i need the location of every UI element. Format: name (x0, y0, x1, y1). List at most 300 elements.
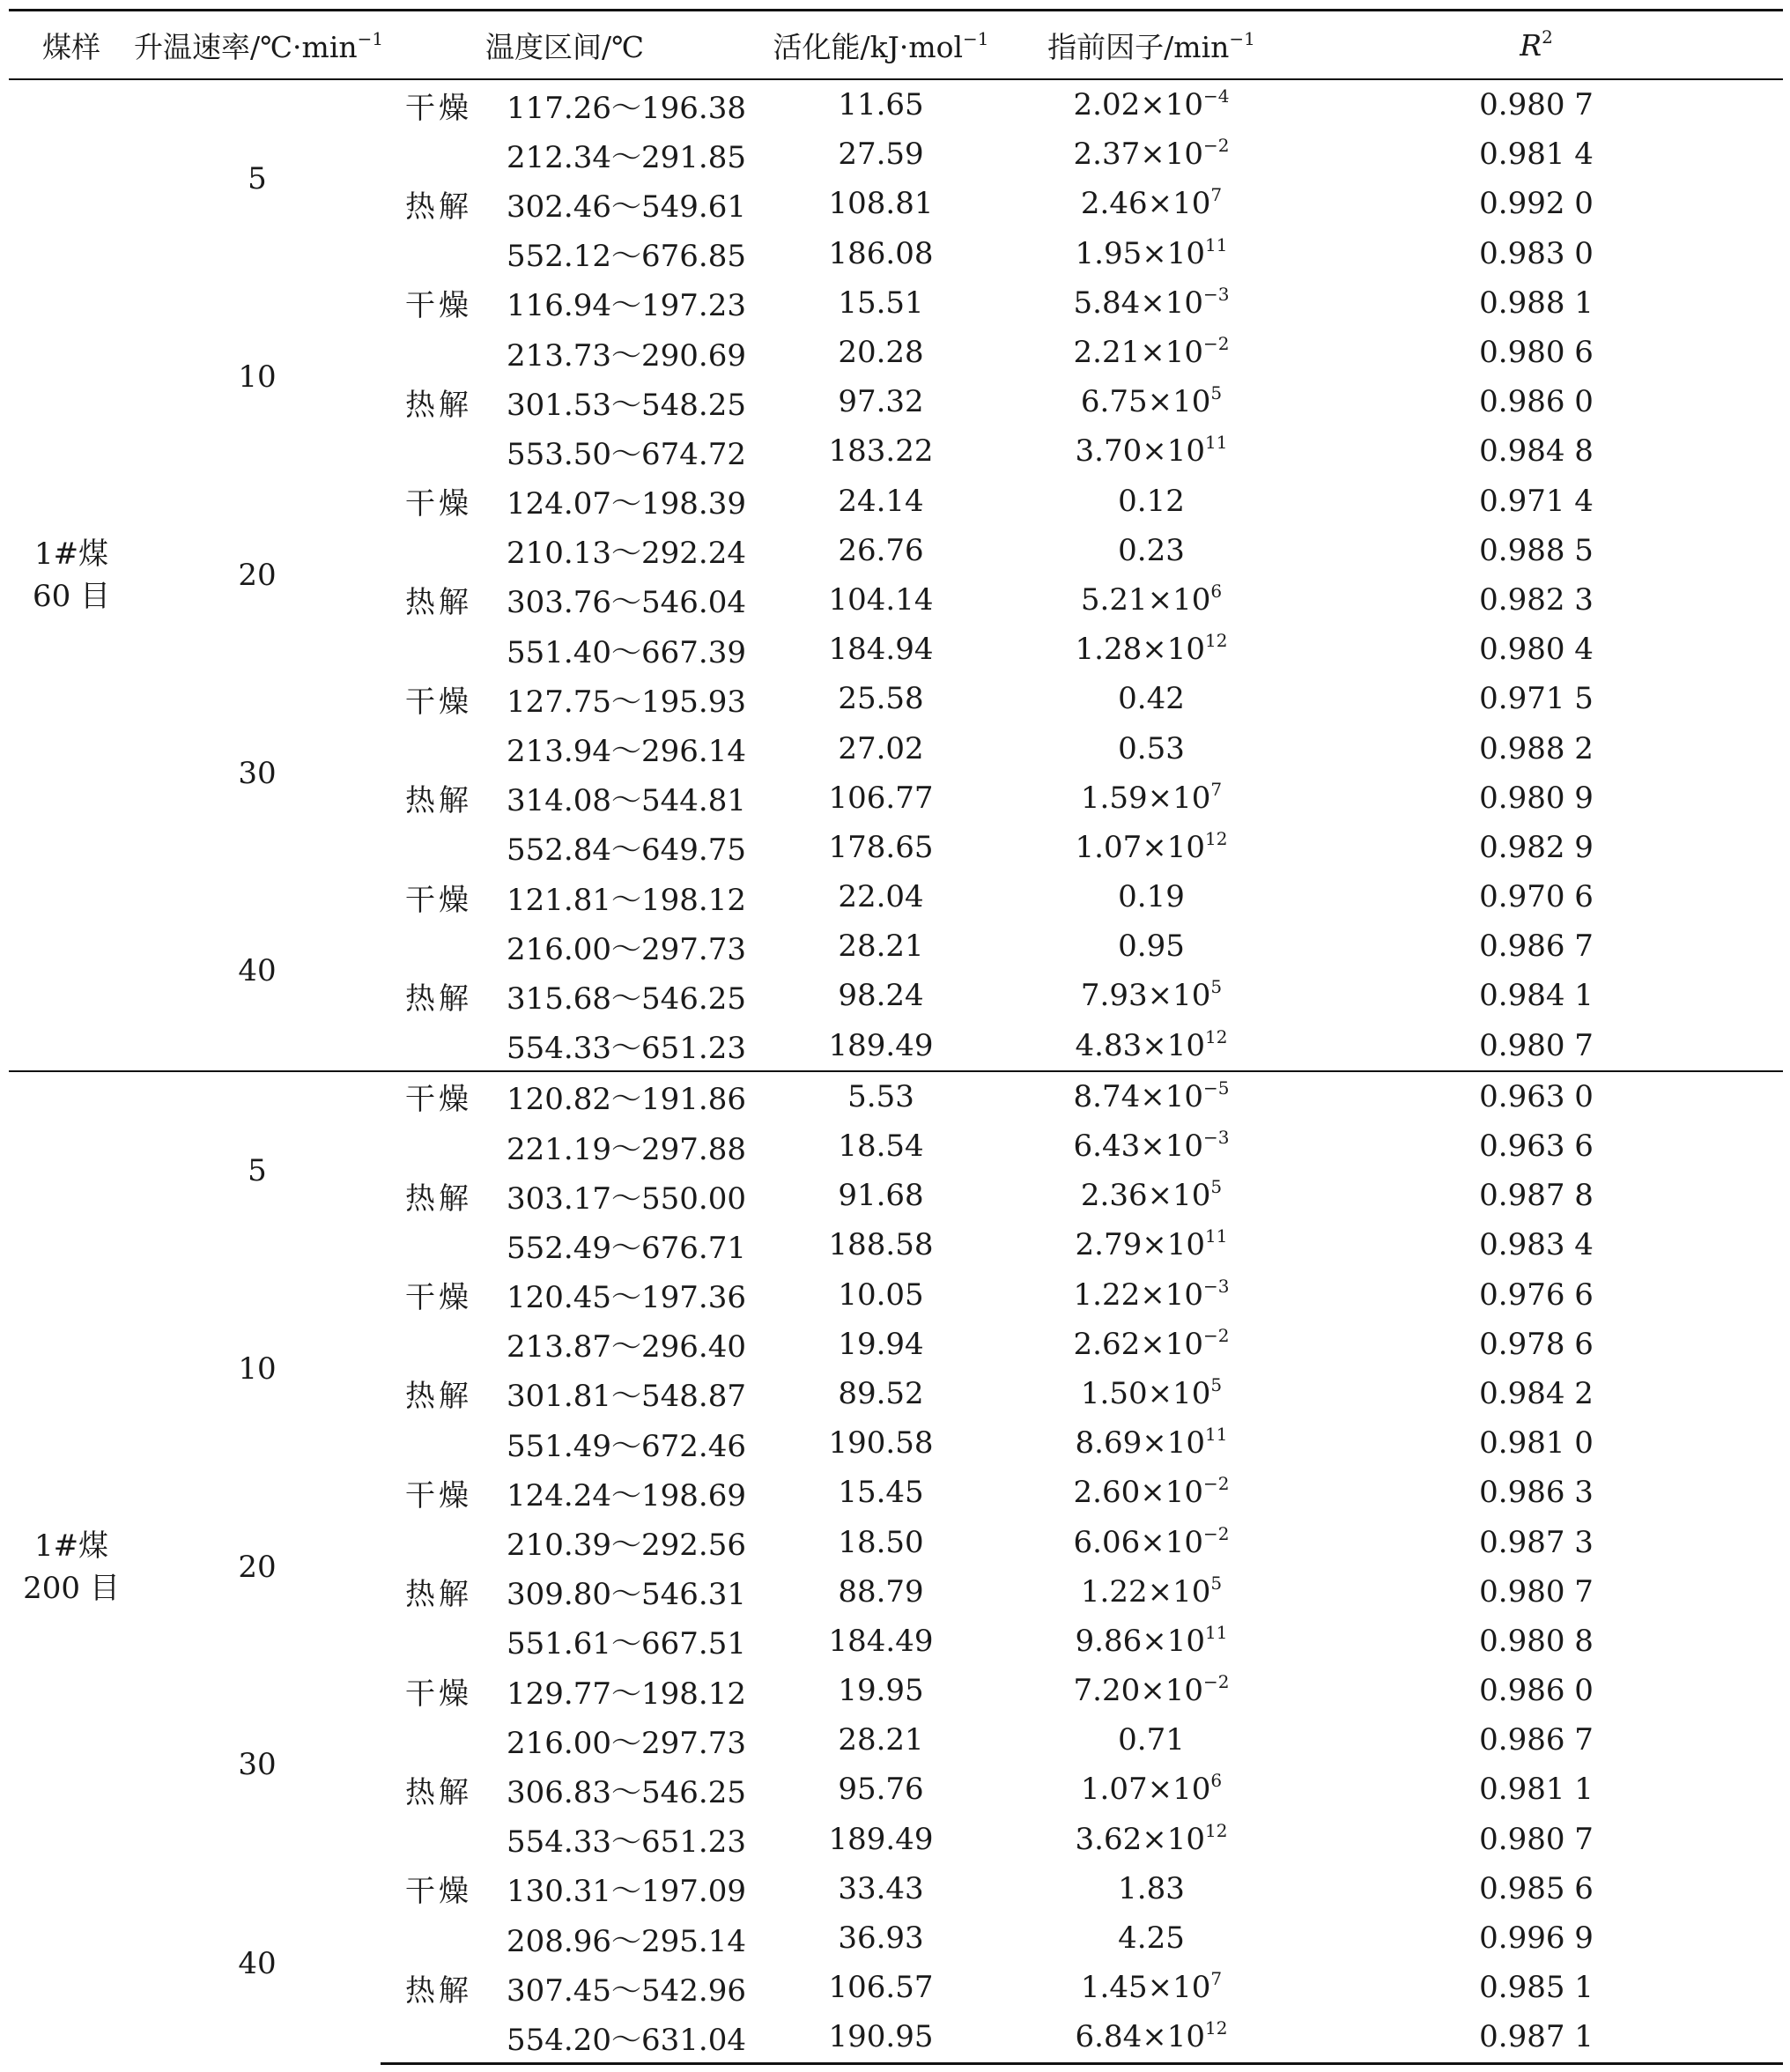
activation-energy-cell: 26.76 (838, 532, 924, 568)
activation-energy-cell: 15.45 (838, 1475, 924, 1511)
pre-exponential-mantissa: 1.59×10 (1080, 780, 1211, 816)
r-squared-cell: 0.981 1 (1479, 1772, 1594, 1808)
kinetics-table (9, 9, 1783, 2065)
header-sample: 煤样 (9, 11, 134, 80)
stage-cell: 干燥 (405, 1874, 472, 1910)
heating-rate-cell: 20 (238, 1549, 277, 1585)
stage-cell (381, 823, 504, 872)
pre-exponential-mantissa: 0.12 (1118, 483, 1185, 519)
table-row (9, 1270, 1783, 1320)
pre-exponential-factor-cell (1013, 1864, 1290, 1913)
r-squared-cell: 0.986 7 (1479, 929, 1594, 965)
pre-exponential-factor-cell (1013, 1121, 1290, 1171)
pre-exponential-factor-cell (1013, 1617, 1290, 1666)
pre-exponential-exponent: −2 (1203, 333, 1230, 355)
temperature-range-cell: 309.80～546.31 (507, 1577, 746, 1613)
activation-energy-cell: 33.43 (838, 1870, 924, 1906)
pre-exponential-mantissa: 0.23 (1118, 532, 1185, 568)
r-squared-cell: 0.983 0 (1479, 235, 1594, 271)
pre-exponential-mantissa: 2.21×10 (1073, 335, 1203, 371)
pre-exponential-mantissa: 2.46×10 (1080, 186, 1211, 222)
pre-exponential-factor-cell (1013, 278, 1290, 328)
stage-cell (381, 526, 504, 575)
temperature-range-cell: 213.94～296.14 (507, 734, 746, 770)
r-squared-cell: 0.986 7 (1479, 1722, 1594, 1758)
r-squared-cell: 0.981 0 (1479, 1425, 1594, 1462)
stage-cell (381, 2012, 504, 2063)
pre-exponential-mantissa: 9.86×10 (1075, 1623, 1206, 1659)
temperature-range-cell: 551.40～667.39 (507, 634, 746, 670)
pre-exponential-factor-cell (1013, 1963, 1290, 2012)
pre-exponential-factor-cell (1013, 1320, 1290, 1369)
stage-cell: 干燥 (405, 882, 472, 918)
temperature-range-cell: 208.96～295.14 (507, 1923, 746, 1959)
temperature-range-cell: 129.77～198.12 (507, 1676, 746, 1712)
table-row (9, 1071, 1783, 1121)
r-squared-cell: 0.983 4 (1479, 1227, 1594, 1263)
table-header (9, 11, 1783, 80)
pre-exponential-exponent: 11 (1205, 1621, 1228, 1643)
activation-energy-cell: 104.14 (828, 581, 934, 618)
r-squared-cell: 0.963 0 (1290, 1071, 1783, 1121)
activation-energy-cell: 28.21 (838, 929, 924, 965)
activation-energy-cell: 190.95 (749, 2012, 1013, 2063)
stage-cell (381, 1220, 504, 1269)
pre-exponential-exponent: −2 (1203, 135, 1230, 157)
pre-exponential-factor-cell (1013, 674, 1290, 723)
pre-exponential-mantissa: 0.19 (1118, 879, 1185, 915)
temperature-range-cell: 213.73～290.69 (507, 337, 746, 374)
stage-cell: 干燥 (405, 486, 472, 522)
stage-cell (381, 1517, 504, 1566)
temperature-range-cell: 117.26～196.38 (504, 79, 749, 130)
temperature-range-cell: 315.68～546.25 (507, 980, 746, 1017)
pre-exponential-factor-cell (1013, 1171, 1290, 1220)
activation-energy-cell: 18.54 (838, 1128, 924, 1165)
pre-exponential-mantissa: 4.25 (1118, 1920, 1185, 1957)
pre-exponential-mantissa: 1.28×10 (1075, 632, 1206, 668)
pre-exponential-mantissa: 1.22×10 (1080, 1573, 1211, 1610)
pre-exponential-factor-cell (1013, 921, 1290, 971)
temperature-range-cell: 124.24～198.69 (507, 1477, 746, 1513)
pre-exponential-mantissa: 1.83 (1118, 1870, 1185, 1906)
pre-exponential-exponent: 5 (1210, 382, 1223, 404)
pre-exponential-factor-cell (1013, 823, 1290, 872)
r-squared-cell: 0.980 6 (1479, 335, 1594, 371)
pre-exponential-mantissa: 3.70×10 (1075, 433, 1206, 470)
stage-cell (381, 1320, 504, 1369)
pre-exponential-factor-cell (1013, 1666, 1290, 1715)
stage-cell (381, 426, 504, 476)
pre-exponential-exponent: 12 (1205, 630, 1228, 652)
pre-exponential-factor-cell (1013, 723, 1290, 773)
pre-exponential-mantissa: 6.75×10 (1080, 384, 1211, 420)
pre-exponential-exponent: 7 (1210, 184, 1223, 206)
stage-cell (381, 1815, 504, 1864)
pre-exponential-factor-cell (1013, 1715, 1290, 1765)
pre-exponential-mantissa: 6.84×10 (1075, 2019, 1206, 2055)
pre-exponential-factor-cell (1013, 575, 1290, 625)
table-row (9, 674, 1783, 723)
pre-exponential-factor-cell (1013, 1220, 1290, 1269)
activation-energy-cell: 178.65 (828, 829, 934, 865)
pre-exponential-mantissa: 2.36×10 (1080, 1178, 1211, 1214)
temperature-range-cell: 212.34～291.85 (507, 139, 746, 175)
pre-exponential-exponent: 5 (1210, 1176, 1223, 1198)
pre-exponential-mantissa: 1.22×10 (1073, 1276, 1203, 1313)
pre-exponential-exponent: 12 (1205, 1025, 1228, 1047)
header-r-squared: $R^2$ (1290, 11, 1783, 80)
stage-cell: 热解 (405, 387, 472, 423)
r-squared-cell: 0.984 1 (1479, 978, 1594, 1014)
r-squared-cell: 0.971 4 (1479, 483, 1594, 519)
temperature-range-cell: 130.31～197.09 (507, 1874, 746, 1910)
pre-exponential-exponent: 12 (1205, 1819, 1228, 1841)
temperature-range-cell: 552.84～649.75 (507, 832, 746, 869)
pre-exponential-exponent: 11 (1205, 1225, 1228, 1247)
pre-exponential-mantissa: 0.71 (1118, 1722, 1185, 1758)
r-squared-cell: 0.971 5 (1479, 681, 1594, 717)
r-squared-cell: 0.980 7 (1479, 1027, 1594, 1063)
header-pre-exponential-factor: 指前因子$/\min^{-1}$ (1013, 11, 1290, 80)
pre-exponential-mantissa: 1.95×10 (1075, 235, 1206, 271)
stage-cell (381, 229, 504, 278)
sample-name: 1#煤 (33, 536, 109, 572)
pre-exponential-mantissa: 3.62×10 (1075, 1821, 1206, 1857)
temperature-range-cell: 210.13～292.24 (507, 536, 746, 572)
activation-energy-cell: 27.59 (838, 137, 924, 173)
pre-exponential-factor-cell (1013, 1418, 1290, 1468)
r-squared-cell: 0.982 9 (1479, 829, 1594, 865)
stage-cell (381, 328, 504, 377)
activation-energy-cell: 184.49 (828, 1623, 934, 1659)
heating-rate-cell: 5 (134, 1071, 381, 1270)
pre-exponential-exponent: 12 (1205, 2017, 1228, 2039)
temperature-range-cell: 314.08～544.81 (507, 783, 746, 819)
pre-exponential-mantissa: 0.53 (1118, 730, 1185, 766)
pre-exponential-factor-cell (1013, 377, 1290, 426)
r-squared-cell: 0.978 6 (1479, 1326, 1594, 1362)
pre-exponential-factor-cell (1013, 773, 1290, 823)
temperature-range-cell: 303.17～550.00 (507, 1180, 746, 1217)
pre-exponential-mantissa: 6.06×10 (1073, 1524, 1203, 1560)
temperature-range-cell: 554.20～631.04 (504, 2012, 749, 2063)
pre-exponential-factor-cell (1013, 526, 1290, 575)
pre-exponential-mantissa: 2.62×10 (1073, 1326, 1203, 1362)
activation-energy-cell: 27.02 (838, 730, 924, 766)
temperature-range-cell: 216.00～297.73 (507, 1725, 746, 1761)
sample-mesh: 200 目 (23, 1571, 120, 1607)
pre-exponential-factor-cell (1013, 1468, 1290, 1517)
table-row (9, 1666, 1783, 1715)
r-squared-cell: 0.980 4 (1479, 632, 1594, 668)
r-squared-cell: 0.986 0 (1479, 1673, 1594, 1709)
activation-energy-cell: 184.94 (828, 632, 934, 668)
pre-exponential-factor-cell (1013, 1071, 1290, 1121)
activation-energy-cell: 15.51 (838, 285, 924, 321)
pre-exponential-exponent: 12 (1205, 827, 1228, 849)
heating-rate-cell: 40 (238, 1945, 277, 1981)
pre-exponential-factor-cell (1013, 130, 1290, 179)
stage-cell: 热解 (405, 189, 472, 225)
stage-cell (381, 1715, 504, 1765)
pre-exponential-factor-cell (1013, 229, 1290, 278)
temperature-range-cell: 221.19～297.88 (507, 1131, 746, 1167)
activation-energy-cell: 189.49 (828, 1027, 934, 1063)
temperature-range-cell: 552.12～676.85 (507, 239, 746, 275)
heating-rate-cell: 10 (238, 359, 277, 396)
pre-exponential-exponent: 6 (1210, 580, 1223, 602)
sample-name: 1#煤 (33, 1528, 109, 1565)
pre-exponential-mantissa: 4.83×10 (1075, 1027, 1206, 1063)
pre-exponential-exponent: 6 (1210, 1770, 1223, 1792)
r-squared-cell: 0.980 7 (1479, 1821, 1594, 1857)
temperature-range-cell: 120.45～197.36 (507, 1280, 746, 1316)
stage-cell (381, 1121, 504, 1171)
stage-cell: 热解 (405, 980, 472, 1017)
activation-energy-cell: 98.24 (838, 978, 924, 1014)
table-row (9, 872, 1783, 921)
pre-exponential-factor-cell (1013, 426, 1290, 476)
temperature-range-cell: 554.33～651.23 (507, 1824, 746, 1861)
activation-energy-cell: 88.79 (838, 1573, 924, 1610)
temperature-range-cell: 127.75～195.93 (507, 684, 746, 720)
pre-exponential-mantissa: 8.69×10 (1075, 1425, 1206, 1462)
stage-cell (381, 625, 504, 674)
pre-exponential-factor-cell (1013, 625, 1290, 674)
pre-exponential-exponent: 7 (1210, 778, 1223, 800)
stage-cell: 热解 (405, 1774, 472, 1810)
pre-exponential-exponent: −2 (1203, 1671, 1230, 1693)
activation-energy-cell: 190.58 (828, 1425, 934, 1462)
r-squared-cell: 0.980 9 (1479, 780, 1594, 816)
pre-exponential-factor-cell (1013, 1815, 1290, 1864)
activation-energy-cell: 91.68 (838, 1178, 924, 1214)
activation-energy-cell: 97.32 (838, 384, 924, 420)
pre-exponential-factor-cell (1013, 971, 1290, 1020)
pre-exponential-mantissa: 2.60×10 (1073, 1475, 1203, 1511)
header-activation-energy: 活化能/kJ·mol$^{-1}$ (749, 11, 1013, 80)
pre-exponential-factor-cell (1013, 1517, 1290, 1566)
activation-energy-cell: 20.28 (838, 335, 924, 371)
r-squared-cell: 0.981 4 (1479, 137, 1594, 173)
r-squared-cell: 0.986 3 (1479, 1475, 1594, 1511)
stage-cell (381, 723, 504, 773)
r-squared-cell: 0.982 3 (1479, 581, 1594, 618)
stage-cell (381, 1021, 504, 1071)
pre-exponential-mantissa: 6.43×10 (1073, 1128, 1203, 1165)
heating-rate-cell: 5 (134, 79, 381, 278)
temperature-range-cell: 120.82～191.86 (504, 1071, 749, 1121)
r-squared-cell: 0.988 5 (1479, 532, 1594, 568)
stage-cell: 干燥 (405, 288, 472, 324)
pre-exponential-exponent: 11 (1205, 233, 1228, 255)
temperature-range-cell: 124.07～198.39 (507, 486, 746, 522)
pre-exponential-mantissa: 2.37×10 (1073, 137, 1203, 173)
pre-exponential-exponent: −5 (1203, 1077, 1230, 1099)
r-squared-cell: 0.980 7 (1479, 1573, 1594, 1610)
r-squared-cell: 0.996 9 (1479, 1920, 1594, 1957)
r-squared-cell: 0.988 1 (1479, 285, 1594, 321)
temperature-range-cell: 216.00～297.73 (507, 931, 746, 967)
stage-cell (381, 1617, 504, 1666)
pre-exponential-exponent: −3 (1203, 283, 1230, 305)
table-row (9, 79, 1783, 130)
temperature-range-cell: 302.46～549.61 (507, 189, 746, 225)
r-squared-cell: 0.980 8 (1479, 1623, 1594, 1659)
heating-rate-cell: 40 (238, 953, 277, 989)
r-squared-cell: 0.970 6 (1479, 879, 1594, 915)
table-row (9, 1468, 1783, 1517)
temperature-range-cell: 210.39～292.56 (507, 1528, 746, 1564)
r-squared-cell: 0.985 6 (1479, 1870, 1594, 1906)
pre-exponential-exponent: 5 (1210, 976, 1223, 998)
pre-exponential-mantissa: 1.07×10 (1075, 829, 1206, 865)
activation-energy-cell: 19.95 (838, 1673, 924, 1709)
r-squared-cell: 0.984 8 (1479, 433, 1594, 470)
pre-exponential-mantissa: 7.93×10 (1080, 978, 1211, 1014)
pre-exponential-factor-cell (1013, 872, 1290, 921)
stage-cell (381, 1913, 504, 1963)
heating-rate-cell: 30 (238, 755, 277, 791)
pre-exponential-mantissa: 5.21×10 (1080, 581, 1211, 618)
pre-exponential-exponent: −3 (1203, 1275, 1230, 1297)
pre-exponential-factor-cell (1013, 477, 1290, 526)
pre-exponential-mantissa: 2.02×10 (1073, 87, 1203, 123)
stage-cell: 热解 (405, 783, 472, 819)
pre-exponential-mantissa: 5.84×10 (1073, 285, 1203, 321)
pre-exponential-factor-cell (1013, 328, 1290, 377)
temperature-range-cell: 303.76～546.04 (507, 585, 746, 621)
temperature-range-cell: 554.33～651.23 (507, 1031, 746, 1067)
temperature-range-cell: 116.94～197.23 (507, 288, 746, 324)
pre-exponential-factor-cell (1013, 1765, 1290, 1814)
sample-mesh: 60 目 (32, 578, 111, 614)
header-temperature-range: 温度区间/℃ (381, 11, 749, 80)
activation-energy-cell: 188.58 (828, 1227, 934, 1263)
heating-rate-cell: 20 (238, 557, 277, 593)
stage-cell: 干燥 (381, 79, 504, 130)
pre-exponential-factor-cell (1013, 1270, 1290, 1320)
activation-energy-cell: 18.50 (838, 1524, 924, 1560)
r-squared-cell: 0.988 2 (1479, 730, 1594, 766)
activation-energy-cell: 186.08 (828, 235, 934, 271)
stage-cell: 热解 (405, 1577, 472, 1613)
r-squared-cell: 0.963 6 (1479, 1128, 1594, 1165)
pre-exponential-factor-cell (1013, 1913, 1290, 1963)
stage-cell (381, 921, 504, 971)
activation-energy-cell: 19.94 (838, 1326, 924, 1362)
table-row (9, 1864, 1783, 1913)
table-body (9, 79, 1783, 2063)
heating-rate-cell: 10 (238, 1350, 277, 1387)
activation-energy-cell: 183.22 (828, 433, 934, 470)
r-squared-cell: 0.976 6 (1479, 1276, 1594, 1313)
pre-exponential-mantissa: 0.95 (1118, 929, 1185, 965)
temperature-range-cell: 553.50～674.72 (507, 436, 746, 472)
stage-cell: 干燥 (405, 684, 472, 720)
pre-exponential-factor-cell (1013, 1021, 1290, 1071)
activation-energy-cell: 28.21 (838, 1722, 924, 1758)
r-squared-cell: 0.985 1 (1479, 1970, 1594, 2006)
temperature-range-cell: 306.83～546.25 (507, 1774, 746, 1810)
temperature-range-cell: 551.49～672.46 (507, 1428, 746, 1464)
r-squared-cell: 0.992 0 (1479, 186, 1594, 222)
activation-energy-cell: 24.14 (838, 483, 924, 519)
stage-cell: 干燥 (405, 1477, 472, 1513)
activation-energy-cell: 106.77 (828, 780, 934, 816)
activation-energy-cell: 25.58 (838, 681, 924, 717)
temperature-range-cell: 121.81～198.12 (507, 882, 746, 918)
pre-exponential-exponent: 5 (1210, 1572, 1223, 1594)
r-squared-cell: 0.986 0 (1479, 384, 1594, 420)
pre-exponential-mantissa: 0.42 (1118, 681, 1185, 717)
temperature-range-cell: 307.45～542.96 (507, 1972, 746, 2009)
r-squared-cell: 0.987 3 (1479, 1524, 1594, 1560)
pre-exponential-exponent: 7 (1210, 1968, 1223, 1990)
pre-exponential-factor-cell (1013, 1369, 1290, 1418)
temperature-range-cell: 301.81～548.87 (507, 1379, 746, 1415)
stage-cell: 热解 (405, 1972, 472, 2009)
stage-cell: 干燥 (381, 1071, 504, 1121)
pre-exponential-exponent: −3 (1203, 1127, 1230, 1149)
activation-energy-cell: 36.93 (838, 1920, 924, 1957)
pre-exponential-exponent: −2 (1203, 1473, 1230, 1495)
pre-exponential-factor-cell (1013, 2012, 1290, 2063)
header-rate: 升温速率$/℃\cdot\min^{-1}$ (134, 11, 381, 80)
activation-energy-cell: 11.65 (749, 79, 1013, 130)
temperature-range-cell: 551.61～667.51 (507, 1626, 746, 1662)
temperature-range-cell: 301.53～548.25 (507, 387, 746, 423)
pre-exponential-mantissa: 1.50×10 (1080, 1375, 1211, 1411)
temperature-range-cell: 213.87～296.40 (507, 1329, 746, 1365)
activation-energy-cell: 5.53 (749, 1071, 1013, 1121)
pre-exponential-mantissa: 1.07×10 (1080, 1772, 1211, 1808)
sample-cell (9, 79, 134, 1071)
stage-cell: 热解 (405, 1379, 472, 1415)
activation-energy-cell: 10.05 (838, 1276, 924, 1313)
stage-cell: 热解 (405, 585, 472, 621)
header-row (9, 11, 1783, 80)
activation-energy-cell: 95.76 (838, 1772, 924, 1808)
r-squared-cell: 0.984 2 (1479, 1375, 1594, 1411)
pre-exponential-exponent: 11 (1205, 432, 1228, 454)
pre-exponential-mantissa: 1.45×10 (1080, 1970, 1211, 2006)
pre-exponential-exponent: 11 (1205, 1424, 1228, 1446)
pre-exponential-factor-cell (1013, 179, 1290, 228)
stage-cell (381, 130, 504, 179)
pre-exponential-exponent: 5 (1210, 1373, 1223, 1395)
sample-cell (9, 1071, 134, 2063)
activation-energy-cell: 108.81 (828, 186, 934, 222)
activation-energy-cell: 89.52 (838, 1375, 924, 1411)
pre-exponential-exponent: −2 (1203, 1324, 1230, 1346)
pre-exponential-exponent: −2 (1203, 1522, 1230, 1544)
r-squared-cell: 0.980 7 (1290, 79, 1783, 130)
table-row (9, 477, 1783, 526)
stage-cell: 热解 (405, 1180, 472, 1217)
pre-exponential-mantissa: 2.79×10 (1075, 1227, 1206, 1263)
table-row (9, 278, 1783, 328)
pre-exponential-mantissa: 7.20×10 (1073, 1673, 1203, 1709)
r-squared-cell: 0.987 8 (1479, 1178, 1594, 1214)
activation-energy-cell: 106.57 (828, 1970, 934, 2006)
pre-exponential-mantissa: 8.74×10 (1073, 1078, 1203, 1114)
pre-exponential-exponent: −4 (1203, 85, 1230, 107)
stage-cell: 干燥 (405, 1676, 472, 1712)
pre-exponential-factor-cell (1013, 79, 1290, 130)
activation-energy-cell: 189.49 (828, 1821, 934, 1857)
